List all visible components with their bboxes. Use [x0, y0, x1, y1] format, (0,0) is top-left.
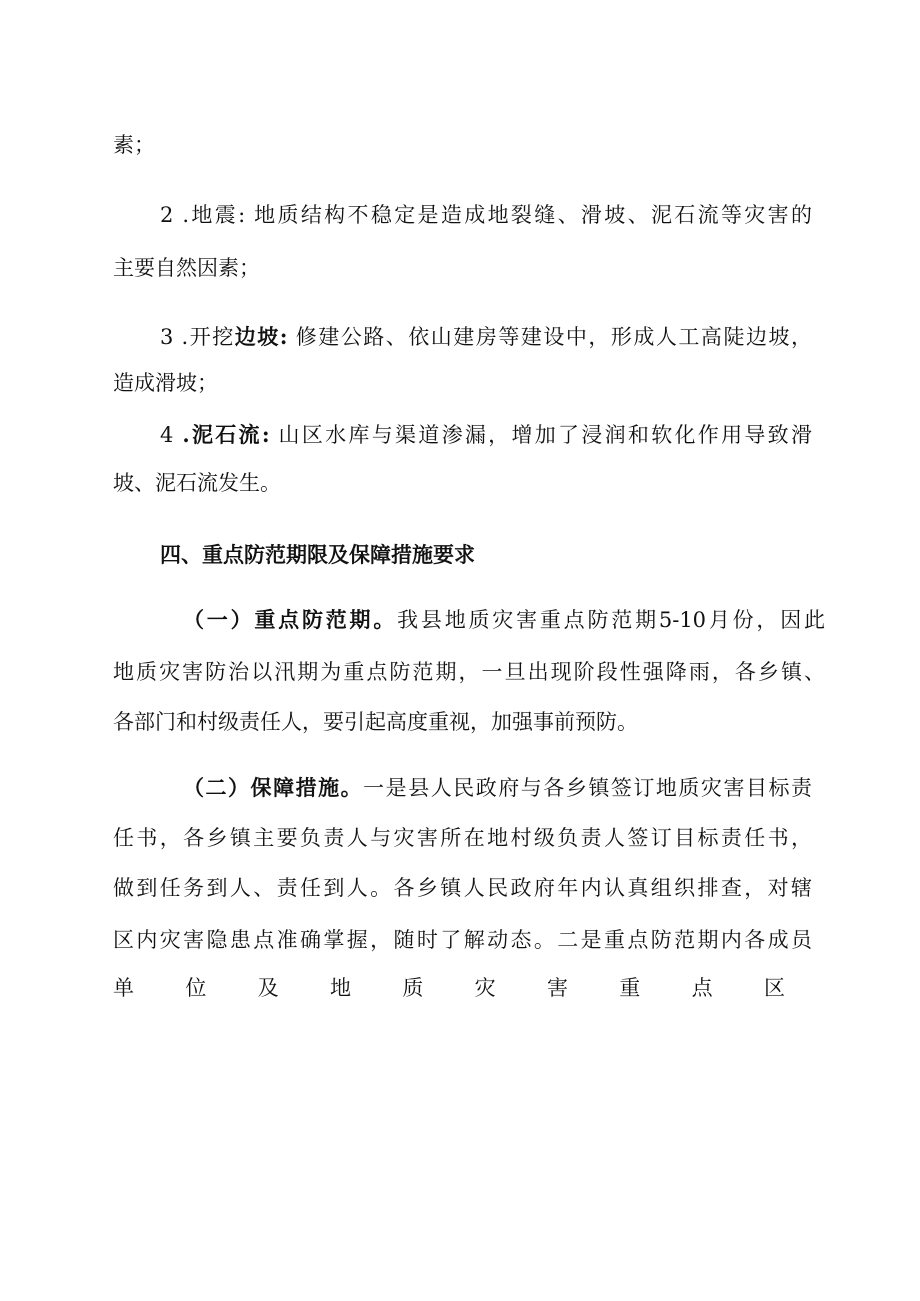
line-text: 坡、泥石流发生。: [113, 471, 281, 495]
line-text: 各部门和村级责任人，要引起高度重视，加强事前预防。: [113, 710, 638, 734]
line-text: 4: [160, 423, 183, 447]
line-text: 3 .开挖: [160, 325, 235, 349]
paragraph-line: [113, 823, 812, 853]
char: 地: [329, 976, 351, 1000]
line-text: 造成滑坡；: [113, 371, 218, 395]
heading-text: 四、重点防范期限及保障措施要求: [160, 542, 475, 567]
char: 区: [763, 976, 785, 1000]
paragraph-line: [113, 368, 218, 398]
char: 点: [691, 976, 713, 1000]
line-text: 一是县人民政府与各乡镇签订地质灾害目标责: [363, 776, 813, 800]
bold-term: .泥石流:: [182, 422, 270, 447]
paragraph-line: [113, 253, 260, 283]
list-item-debris-flow: [160, 420, 812, 450]
bold-term: 边坡:: [234, 324, 288, 349]
subsection-title: （一）重点防范期。: [183, 607, 398, 632]
subsection-line: [183, 773, 812, 803]
paragraph-line: [113, 130, 155, 160]
line-text: 区内灾害隐患点准确掌握，随时了解动态。二是重点防范期内各成员: [113, 928, 812, 952]
char: 重: [619, 976, 641, 1000]
char: 及: [257, 976, 279, 1000]
line-text: 山区水库与渠道渗漏，增加了浸润和软化作用导致滑: [269, 423, 812, 447]
list-item-earthquake: [160, 200, 812, 230]
line-text: 2 .地震: 地质结构不稳定是造成地裂缝、滑坡、泥石流等灾害的: [160, 203, 812, 227]
char: 位: [185, 976, 207, 1000]
line-text: 地质灾害防治以汛期为重点防范期，一旦出现阶段性强降雨，各乡镇、: [113, 660, 825, 684]
line-text: 我县地质灾害重点防范期5-10月份，因此: [397, 608, 825, 632]
line-text: 主要自然因素；: [113, 256, 260, 280]
line-text: 修建公路、依山建房等建设中，形成人工高陡边坡，: [287, 325, 812, 349]
paragraph-line-spread: [113, 973, 785, 1003]
paragraph-line: [113, 468, 281, 498]
char: 单: [113, 976, 134, 1000]
line-text: 做到任务到人、责任到人。各乡镇人民政府年内认真组织排查，对辖: [113, 876, 812, 900]
paragraph-line: [113, 873, 812, 903]
char: 质: [402, 976, 424, 1000]
line-text: 素；: [113, 133, 155, 157]
line-text: 任书，各乡镇主要负责人与灾害所在地村级负责人签订目标责任书，: [113, 826, 812, 850]
paragraph-line: [113, 657, 825, 687]
paragraph-line: [113, 925, 812, 955]
list-item-excavation: [160, 322, 812, 352]
char: 害: [546, 976, 568, 1000]
subsection-line: [183, 605, 825, 635]
subsection-title: （二）保障措施。: [183, 775, 364, 800]
char: 灾: [474, 976, 496, 1000]
section-heading: [160, 540, 475, 570]
paragraph-line: [113, 707, 638, 737]
